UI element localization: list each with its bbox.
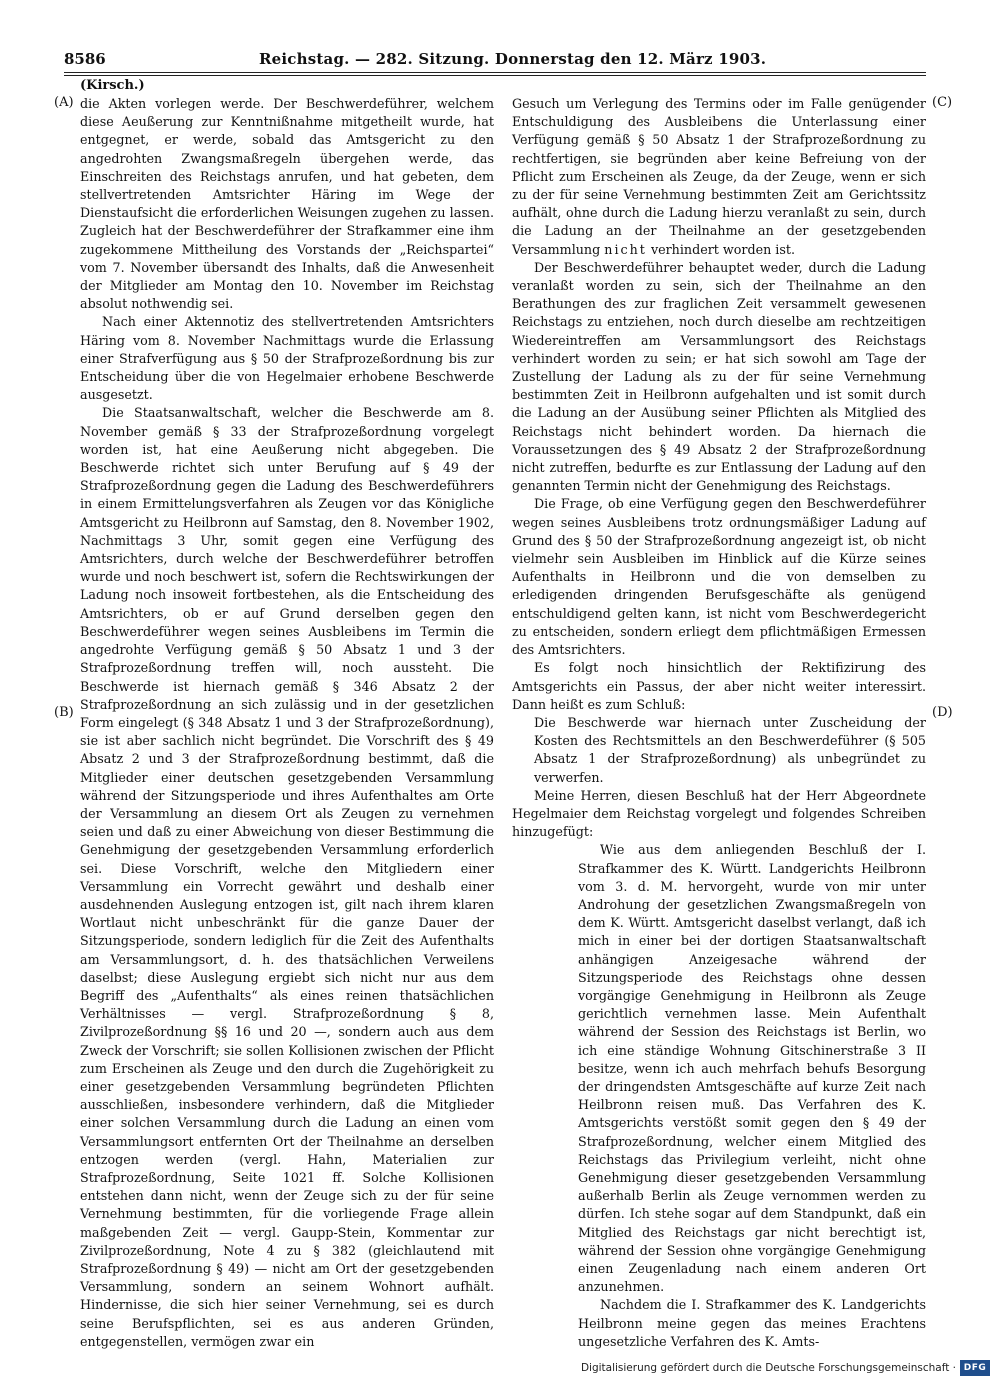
paragraph: Die Staatsanwaltschaft, welcher die Beschwerde am 8. November gemäß § 33 der Strafprozeßordnung vorgelegt worden ist, hat eine Aeußerung nicht abgegeben. Die Beschwerde richtet sich unter Berufung auf § 49 der Strafprozeßordnung gegen die Ladung des Beschwerdeführers in einem Ermittelungsverfahren als Zeugen vor das Königliche Amtsgericht zu Heilbronn auf Samstag, den 8. November 1902, Nachmittags 3 Uhr, somit gegen eine Verfügung des Amtsrichters, durch welche der Beschwerdeführer betroffen wurde und noch beschwert ist, sofern die Rechtswirkungen der Ladung noch insoweit fortbestehen, als die Entscheidung des Amtsrichters, ob er auf Grund derselben gegen den Beschwerdeführer wegen seines Ausbleibens im Termin die angedrohte Verfügung gemäß § 50 Absatz 1 und 3 der Strafprozeßordnung treffen will, noch aussteht. Die Beschwerde ist hiernach gemäß § 346 Absatz 2 der Strafprozeßordnung an sich zulässig und in der gesetzlichen Form eingelegt (§ 348 Absatz 1 und 3 der Strafprozeßordnung), sie ist aber sachlich nicht begründet. Die Vorschrift des § 49 Absatz 2 und 3 der Strafprozeßordnung bestimmt, daß die Mitglieder einer deutschen gesetzgebenden Versammlung während der Sitzungsperiode und ihres Aufenthaltes am Orte der Versammlung an diesem Ort als Zeugen zu vernehmen seien und daß zu einer Abweichung von dieser Bestimmung die Genehmigung der gesetzgebenden Versammlung erforderlich sei. Diese Vorschrift, welche den Mitgliedern einer Versammlung ein Vorrecht gewährt und deshalb einer ausdehnenden Auslegung entzogen ist, gilt nach ihrem klaren Wortlaut nicht unbeschränkt für die ganze Dauer der Sitzungsperiode, sondern lediglich für die Zeit des Aufenthalts am Versammlungsort, d. h. des thatsächlichen Verweilens daselbst; diese Auslegung ergiebt sich nicht nur aus dem Begriff des „Aufenthalts“ als eines reinen thatsächlichen Verhältnisses — vergl. Strafprozeßordnung § 8, Zivilprozeßordnung §§ 16 und 20 —, sondern auch aus dem Zweck der Vorschrift; sie sollen Kollisionen zwischen der Pflicht zum Erscheinen als Zeuge und den durch die Zugehörigkeit zu einer gesetzgebenden Versammlung begründeten Pflichten ausschließen, insbesondere verhindern, daß die Mitglieder einer solchen Versammlung durch die Ladung an einen vom Versammlungsort entfernten Ort der Theilnahme an derselben entzogen werden (vergl. Hahn, Materialien zur Strafprozeßordnung, Seite 1021 ff. Solche Kollisionen entstehen dann nicht, wenn der Zeuge sich zu der für seine Vernehmung bestimmten, für die vorliegende Frage allein maßgebenden Zeit — vergl. Gaupp-Stein, Kommentar zur Zivilprozeßordnung, Note 4 zu § 382 (gleichlautend mit Strafprozeßordnung § 49) — nicht am Ort der gesetzgebenden Versammlung, sondern an seinem Wohnort aufhält. Hindernisse, die sich hier seiner Vernehmung, sei es durch seine Berufspflichten, sei es aus anderen Gründen, entgegenstellen, vermögen zwar ein [80,405,494,1349]
margin-mark-a: (A) [54,95,74,110]
quoted-paragraph: Die Beschwerde war hiernach unter Zuscheidung der Kosten des Rechtsmittels an den Beschwerdeführer (§ 505 Absatz 1 der Strafprozeßordnung) als unbegründet zu verwerfen. [534,714,926,785]
page-header [64,48,926,74]
left-column [80,95,494,1351]
funding-credit: Digitalisierung gefördert durch die Deutsche Forschungsgemeinschaft · [580,1362,956,1374]
paragraph-text: verhindert worden ist. [650,241,796,257]
page-number: 8586 [64,50,106,68]
page-title: Reichstag. — 282. Sitzung. Donnerstag den 12. März 1903. [259,50,767,68]
quoted-letter: Nachdem die I. Strafkammer des K. Landgerichts Heilbronn meine gegen das meines Erachtens ungesetzliche Verfahren des K. Amts- [578,1297,926,1349]
margin-mark-d: (D) [932,705,953,720]
quoted-letter: Wie aus dem anliegenden Beschluß der I. Strafkammer des K. Württ. Landgerichts Heilbronn vom 3. d. M. hervorgeht, wurde von mir unter Androhung der gesetzlichen Zwangsmaßregeln von dem K. Württ. Amtsgericht daselbst verlangt, daß ich mich in einer bei der dortigen Staatsanwaltschaft anhängigen Anzeigesache während der Sitzungsperiode des Reichstags ohne dessen vorgängige Genehmigung in Heilbronn als Zeuge gerichtlich vernehmen lasse. Mein Aufenthalt während der Session des Reichstags ist Berlin, wo ich eine ständige Wohnung Gitschinerstraße 3 II besitze, wenn ich auch mehrfach behufs Besorgung der dringendsten Amtsgeschäfte auf kurze Zeit nach Heilbronn reisen muß. Das Verfahren des K. Amtsgerichts verstößt somit gegen den § 49 der Strafprozeßordnung, welcher einem Mitglied des Reichstags das Privilegium verleiht, nicht ohne Genehmigung dieser gesetzgebenden Versammlung außerhalb Berlin als Zeuge vernommen werden zu dürfen. Ich stehe sogar auf dem Standpunkt, daß ein Mitglied des Reichstags gar nicht berechtigt ist, während der Session ohne vorgängige Genehmigung einen Zeugenladung nach einem anderen Ort anzunehmen. [578,842,926,1295]
paragraph: die Akten vorlegen werde. Der Beschwerdeführer, welchem diese Aeußerung zur Kenntnißnahme mitgetheilt wurde, hat entgegnet, er werde, sobald das Amtsgericht zu den angedrohten Zwangsmaßregeln übergehen werde, das Einschreiten des Reichstags anrufen, und hat gebeten, dem stellvertretenden Amtsrichter Häring im Wege der Dienstaufsicht die erforderlichen Weisungen zugehen zu lassen. Zugleich hat der Beschwerdeführer der Strafkammer eine ihm zugekommene Mittheilung des Vorstands der „Reichspartei“ vom 7. November übersandt des Inhalts, daß die Anwesenheit der Mitglieder am Montag den 10. November im Reichstag absolut nothwendig sei. [80,96,494,312]
paragraph: Es folgt noch hinsichtlich der Rektifizirung des Amtsgerichts ein Passus, der aber nicht weiter interessirt. Dann heißt es zum Schluß: [512,660,926,712]
paragraph-text: Gesuch um Verlegung des Termins oder im Falle genügender Entschuldigung des Ausbleibens die Unterlassung einer Verfügung gemäß § 50 Absatz 1 der Strafprozeßordnung zu rechtfertigen, sie begründen aber keine Befreiung von der Pflicht zum Erscheinen als Zeuge, da der Zeuge, wenn er sich zu der für seine Vernehmung bestimmten Zeit am Gerichtssitz aufhält, ohne durch die Ladung hierzu veranlaßt zu sein, durch die Ladung an der Theilnahme an der gesetzgebenden Versammlung [512,96,926,257]
right-column [512,95,926,1351]
emphasis-text: nicht [604,241,647,257]
margin-mark-b: (B) [54,705,74,720]
paragraph [512,95,926,259]
paragraph: Der Beschwerdeführer behauptet weder, durch die Ladung veranlaßt worden zu sein, sich der Theilnahme an den Berathungen des zur fraglichen Zeit versammelt gewesenen Reichstags zu entziehen, noch durch dieselbe am rechtzeitigen Wiedereintreffen am Versammlungsort des Reichstags verhindert worden zu sein; er hat sich sowohl am Tage der Zustellung der Ladung als zu der für seine Vernehmung bestimmten Zeit in Heilbronn aufgehalten und ist somit durch die Ladung an der Ausübung seiner Pflichten als Mitglied des Reichstags nicht behindert worden. Da hiernach die Voraussetzungen des § 49 Absatz 2 der Strafprozeßordnung nicht zutreffen, bedurfte es zur Entlassung der Ladung auf den genannten Termin nicht der Genehmigung des Reichstags. [512,259,926,494]
dfg-logo: DFG [960,1360,990,1376]
speaker-label: (Kirsch.) [80,78,145,93]
paragraph: Nach einer Aktennotiz des stellvertretenden Amtsrichters Häring vom 8. November Nachmittags wurde die Erlassung einer Strafverfügung aus § 50 der Strafprozeßordnung bis zur Entscheidung über die von Hegelmaier erhobene Beschwerde ausgesetzt. [80,314,494,403]
footer [0,1358,1000,1383]
margin-mark-c: (C) [932,95,953,110]
header-rule-thin [64,75,926,76]
paragraph: Die Frage, ob eine Verfügung gegen den Beschwerdeführer wegen seines Ausbleibens trotz ordnungsmäßiger Ladung auf Grund des § 50 der Strafprozeßordnung angezeigt ist, ob nicht vielmehr sein Ausbleiben im Hinblick auf die Kürze seines Aufenthalts in Heilbronn und die von demselben zu erledigenden dringenden Berufsgeschäfte als genügend entschuldigend gelten kann, ist nicht vom Beschwerdegericht zu entscheiden, sondern erliegt dem pflichtmäßigen Ermessen des Amtsrichters. [512,496,926,658]
header-rule [64,72,926,73]
paragraph: Meine Herren, diesen Beschluß hat der Herr Abgeordnete Hegelmaier dem Reichstag vorgelegt und folgendes Schreiben hinzugefügt: [512,787,926,840]
